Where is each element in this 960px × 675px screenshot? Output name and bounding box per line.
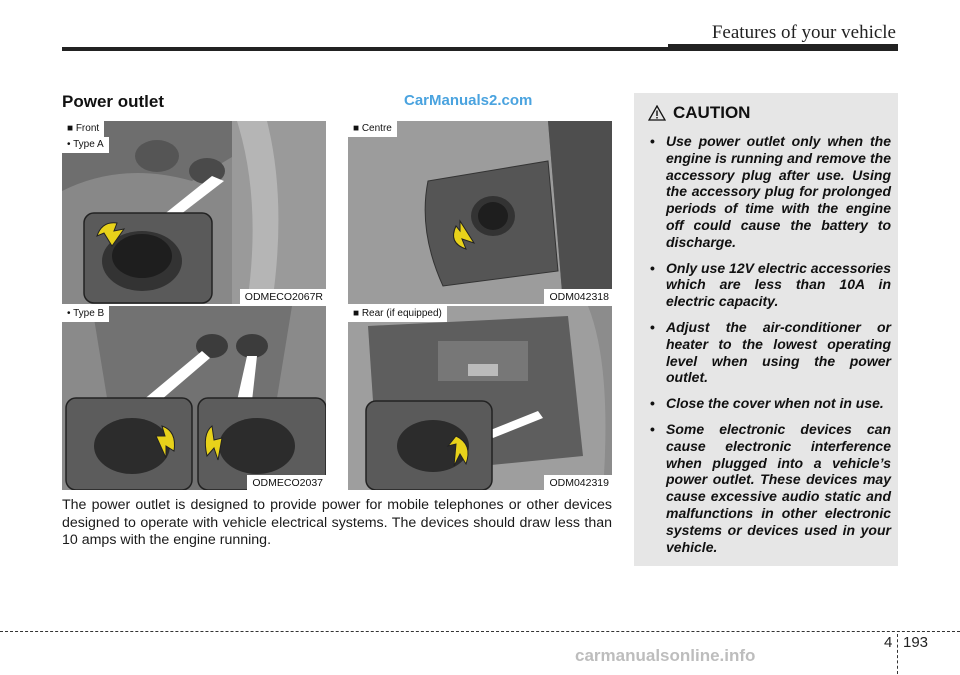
caution-item: • Some electronic devices can cause electronic interference when plugged into a vehicle’s power outlet. These devices may cause excessive audio static and malfunctions in other electronic systems or devices used in your vehicle. [644,421,891,555]
caution-list [644,133,891,564]
header-rule-accent [668,44,898,51]
warning-triangle-icon [648,105,666,121]
body-paragraph: The power outlet is designed to provide power for mobile telephones or other devices designed to operate with vehicle electrical systems. The devices should draw less than 10 amps with the engine running. [62,497,612,548]
photo-code-type-b: ODMECO2037 [247,475,326,490]
photo-code-front: ODMECO2067R [240,289,326,304]
caution-item: • Adjust the air-conditioner or heater to the lowest operating level when using the power outlet. [644,319,891,386]
photo-label-front: ■ Front [62,121,104,137]
caution-item: • Only use 12V electric accessories which are less than 10A in electric capacity. [644,260,891,310]
header-title: Features of your vehicle [711,22,896,43]
photo-code-rear: ODM042319 [544,475,612,490]
caution-item: • Close the cover when not in use. [644,395,891,412]
type-b-outlet-illustration [62,306,326,490]
photo-type-b [62,306,326,490]
photo-centre [348,121,612,304]
caution-header [648,103,750,123]
chapter-number: 4 [884,634,893,651]
watermark-top: CarManuals2.com [404,92,533,109]
rear-outlet-illustration [348,306,612,490]
footer-rule [0,631,960,632]
caution-item: • Use power outlet only when the engine is running and remove the accessory plug after use. Using the accessory plug for prolonged periods of time with the engine off could cause the battery to discharge. [644,133,891,251]
photo-label-rear: ■ Rear (if equipped) [348,306,447,322]
photo-rear [348,306,612,490]
photo-front-type-a [62,121,326,304]
photo-label-centre: ■ Centre [348,121,397,137]
section-title: Power outlet [62,92,165,111]
page-number: 193 [903,634,929,651]
page-separator [897,634,898,674]
photo-sublabel-type-a: • Type A [62,137,109,153]
photo-code-centre: ODM042318 [544,289,612,304]
caution-title: CAUTION [673,103,751,122]
watermark-bottom: carmanualsonline.info [575,646,756,665]
photo-sublabel-type-b: • Type B [62,306,109,322]
centre-outlet-illustration [348,121,612,304]
caution-box [634,93,898,566]
